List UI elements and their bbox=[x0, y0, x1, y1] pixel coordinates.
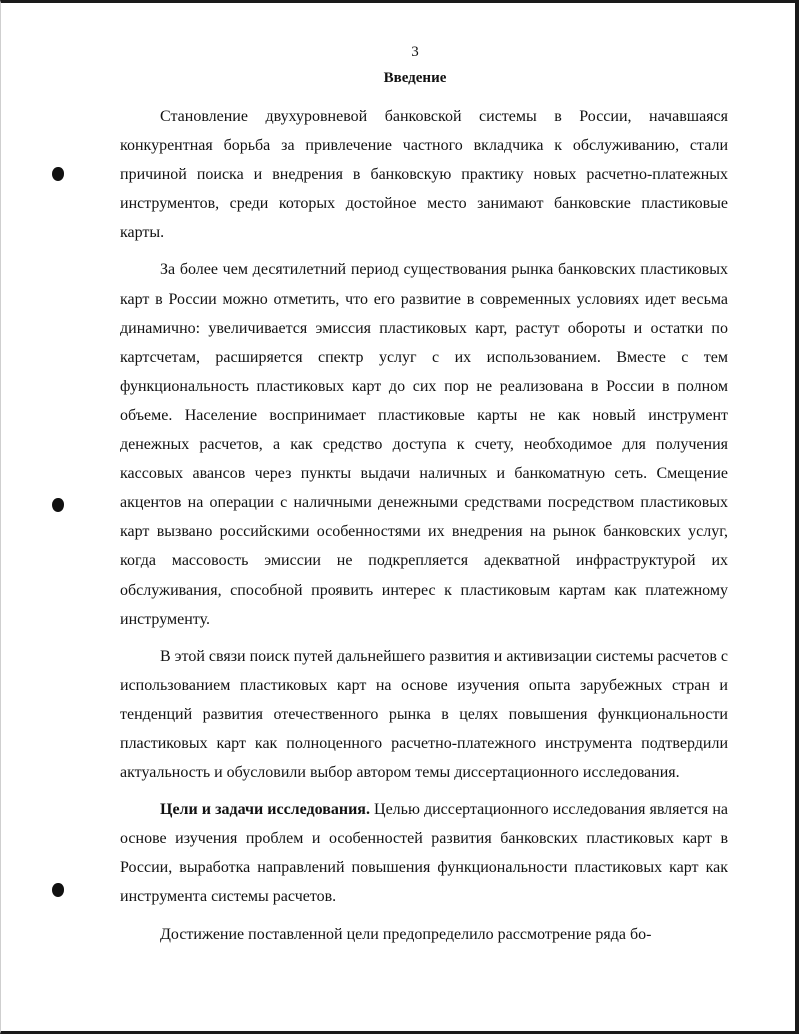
punch-hole-mark bbox=[52, 883, 64, 897]
page-number: 3 bbox=[411, 44, 419, 60]
section-heading: Введение bbox=[383, 70, 447, 86]
paragraph-text: Становление двухуровневой банковской системы в России, начавшаяся конкурентная борьба за привлечение частного вкладчика к обслуживанию, стали причиной поиска и внедрения в банковскую практику новых расчетно-платежных инструментов, среди которых достойное место занимают банковские пластиковые карты. bbox=[120, 108, 728, 242]
paragraph-text: За более чем десятилетний период существования рынка банковских пластиковых карт в России можно отметить, что его развитие в современных условиях идет весьма динамично: увеличивается эмиссия пластиковых карт, растут обороты и остатки по картсчетам, расширяется спектр услуг с их использованием. Вместе с тем функциональность пластиковых карт до сих пор не реализована в России в полном объеме. Население воспринимает пластиковые карты не как новый инструмент денежных расчетов, а как средство доступа к счету, необходимое для получения кассовых авансов через пункты выдачи наличных и банкоматную сеть. Смещение акцентов на операции с наличными денежными средствами посредством пластиковых карт вызвано российскими особенностями их внедрения на рынок банковских услуг, когда массовость эмиссии не подкрепляется адекватной инфраструктурой их обслуживания, способной проявить интерес к пластиковым картам как платежному инструменту. bbox=[120, 261, 728, 628]
paragraph bbox=[120, 102, 728, 247]
paragraph bbox=[120, 920, 728, 949]
paragraph-text: В этой связи поиск путей дальнейшего развития и активизации системы расчетов с использованием пластиковых карт на основе изучения опыта зарубежных стран и тенденций развития отечественного рынка в целях повышения функциональности пластиковых карт как полноценного расчетно-платежного инструмента подтвердили актуальность и обусловили выбор автором темы диссертационного исследования. bbox=[120, 647, 728, 782]
paragraph-text: Целью диссертационного исследования является на основе изучения проблем и особенностей развития банковских пластиковых карт в России, выработка направлений повышения функциональности пластиковых карт как инструмента системы расчетов. bbox=[120, 801, 728, 906]
paragraph bbox=[120, 642, 728, 787]
body-text bbox=[120, 102, 728, 949]
punch-hole-mark bbox=[52, 167, 64, 181]
paragraph bbox=[120, 255, 728, 633]
paragraph bbox=[120, 795, 728, 911]
punch-hole-mark bbox=[52, 498, 64, 512]
paragraph-text: Достижение поставленной цели предопределило рассмотрение ряда бо- bbox=[160, 925, 652, 943]
paragraph-bold-lead: Цели и задачи исследования. bbox=[160, 801, 370, 819]
